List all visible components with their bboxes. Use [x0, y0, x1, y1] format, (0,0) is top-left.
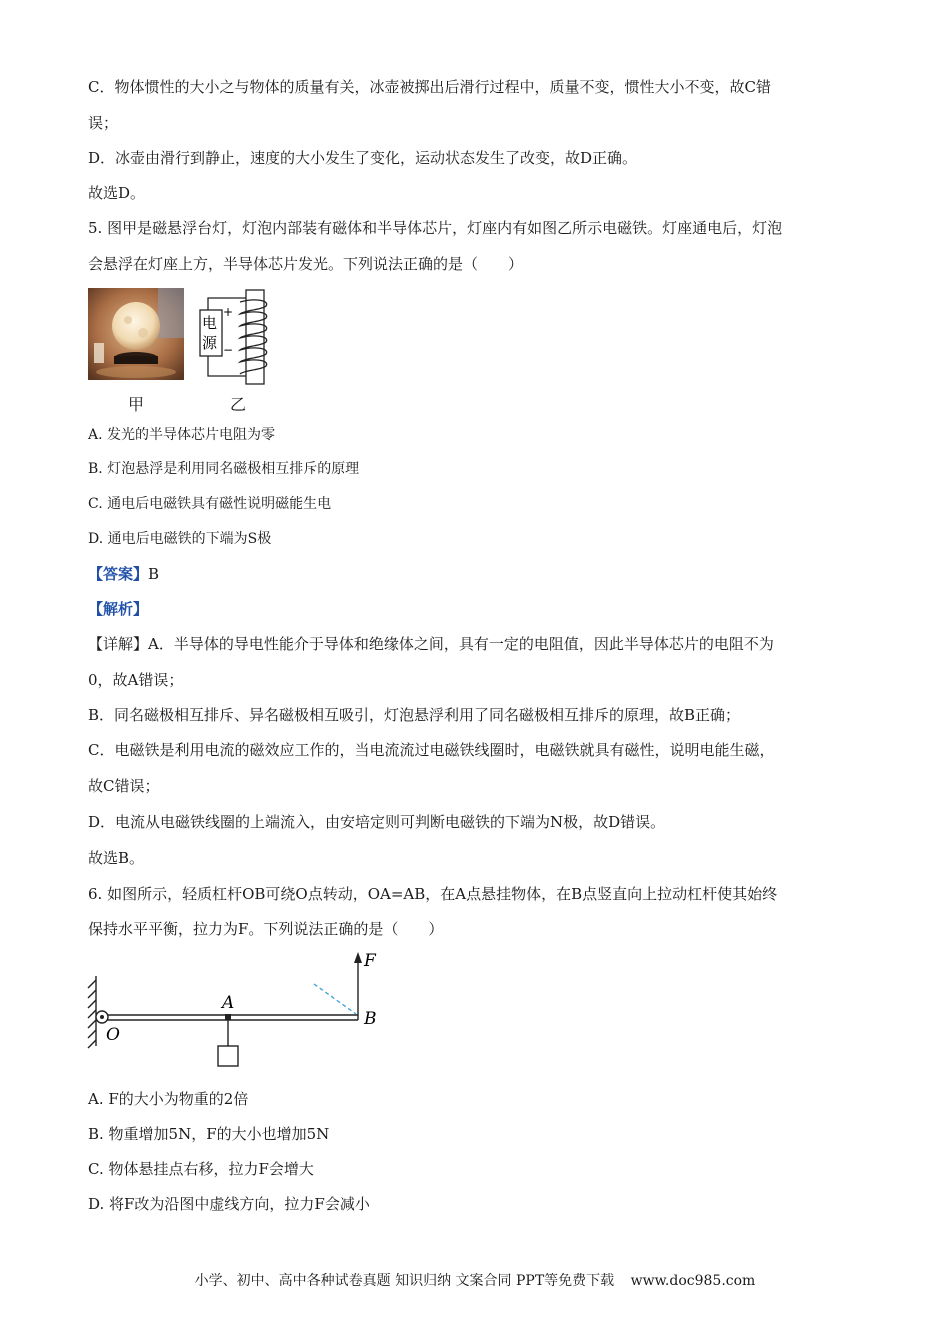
option-d: D. 通电后电磁铁的下端为S极 [88, 531, 272, 547]
label-b: B [364, 1009, 377, 1029]
caption-jia: 甲 [128, 395, 145, 414]
answer-line [88, 564, 159, 584]
detail-line: B．同名磁极相互排斥、异名磁极相互吸引，灯泡悬浮利用了同名磁极相互排斥的原理，故B正确； [88, 706, 741, 724]
detail-line: D．电流从电磁铁线圈的上端流入，由安培定则可判断电磁铁的下端为N极，故D错误。 [88, 813, 666, 831]
option-d: D. 将F改为沿图中虚线方向，拉力F会减小 [88, 1195, 370, 1213]
question-6-stem: 6. 如图所示，轻质杠杆OB可绕O点转动，OA=AB，在A点悬挂物体，在B点竖直向上拉动杠杆使其始终 [88, 885, 778, 903]
electromagnet-circuit-diagram [196, 288, 272, 386]
text-line: C．物体惯性的大小之与物体的质量有关，冰壶被掷出后滑行过程中，质量不变，惯性大小不变，故C错 [88, 78, 771, 96]
footer-url[interactable]: www.doc985.com [630, 1273, 756, 1289]
label-a: A [222, 993, 235, 1013]
detail-line: 故C错误； [88, 777, 160, 795]
text-line: 误； [88, 114, 119, 132]
answer-value: B [148, 565, 160, 583]
maglev-lamp-photo [88, 288, 184, 380]
caption-yi: 乙 [230, 395, 247, 414]
question-6-stem: 保持水平平衡，拉力为F。下列说法正确的是（ ） [88, 920, 444, 938]
detail-line: 故选B。 [88, 849, 145, 867]
detail-tag: 【详解】 [88, 635, 149, 653]
detail-line [88, 634, 774, 654]
option-c: C. 通电后电磁铁具有磁性说明磁能生电 [88, 496, 332, 512]
option-a: A. F的大小为物重的2倍 [88, 1090, 249, 1108]
lever-diagram [86, 950, 386, 1072]
option-b: B. 灯泡悬浮是利用同名磁极相互排斥的原理 [88, 461, 360, 477]
question-5-stem: 会悬浮在灯座上方，半导体芯片发光。下列说法正确的是（ ） [88, 255, 524, 273]
analysis-line [88, 599, 148, 619]
detail-text: A．半导体的导电性能介于导体和绝缘体之间，具有一定的电阻值，因此半导体芯片的电阻不为 [148, 635, 774, 653]
option-b: B. 物重增加5N，F的大小也增加5N [88, 1125, 330, 1143]
option-c: C. 物体悬挂点右移，拉力F会增大 [88, 1160, 314, 1178]
source-label: 电 [202, 314, 218, 332]
text-line: D．冰壶由滑行到静止，速度的大小发生了变化，运动状态发生了改变，故D正确。 [88, 149, 638, 167]
plus-sign: + [223, 305, 234, 319]
label-o: O [106, 1025, 120, 1045]
page-footer [0, 1270, 950, 1290]
source-label: 源 [202, 334, 218, 352]
option-a: A. 发光的半导体芯片电阻为零 [88, 427, 276, 443]
minus-sign: − [223, 343, 234, 357]
answer-tag: 【答案】 [88, 565, 149, 583]
detail-line: C．电磁铁是利用电流的磁效应工作的，当电流流过电磁铁线圈时，电磁铁就具有磁性，说明电能生磁， [88, 741, 775, 759]
question-5-stem: 5. 图甲是磁悬浮台灯，灯泡内部装有磁体和半导体芯片，灯座内有如图乙所示电磁铁。灯座通电后，灯泡 [88, 219, 783, 237]
analysis-tag: 【解析】 [88, 600, 149, 618]
label-f: F [364, 951, 376, 971]
footer-text: 小学、初中、高中各种试卷真题 知识归纳 文案合同 PPT等免费下载 [194, 1273, 615, 1289]
text-line: 故选D。 [88, 184, 146, 202]
detail-line: 0，故A错误； [88, 671, 184, 689]
